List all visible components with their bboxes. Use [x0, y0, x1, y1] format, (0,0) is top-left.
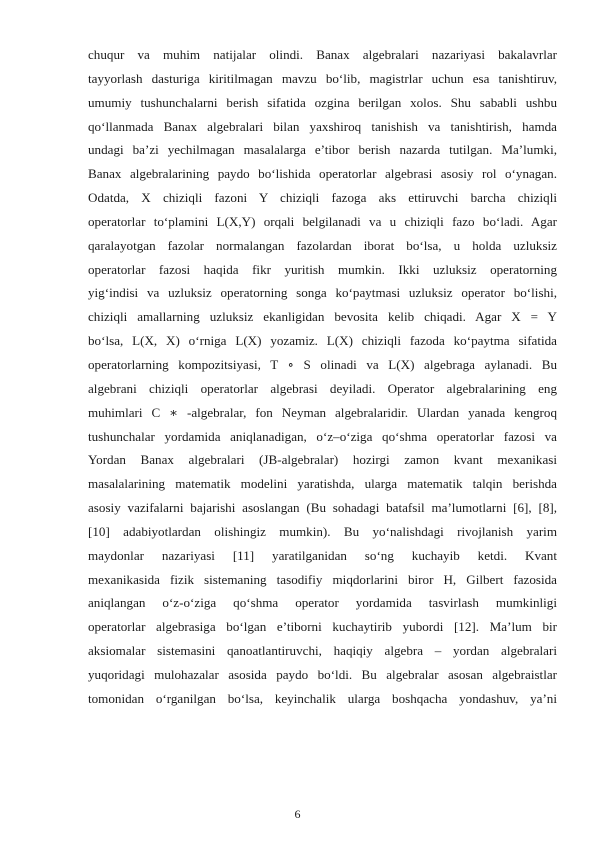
text-line: tushunchalar yordamida aniqlanadigan, o‘z–o‘ziga qo‘shma operatorlar fazosi va: [88, 428, 557, 444]
text-line: bo‘lsa, L(X, X) o‘rniga L(X) yozamiz. L(X) chiziqli fazoda ko‘paytma sifatida: [88, 333, 557, 349]
text-line: yuqoridagi mulohazalar asosida paydo bo‘ldi. Bu algebralar asosan algebraistlar: [88, 666, 557, 682]
document-body: [88, 43, 557, 711]
text-line: [10] adabiyotlardan olishingiz mumkin). Bu yo‘nalishdagi rivojlanish yarim: [88, 523, 557, 539]
text-line: tayyorlash dasturiga kiritilmagan mavzu bo‘lib, magistrlar uchun esa tanishtiruv,: [88, 70, 557, 86]
text-line: algebrani chiziqli operatorlar algebrasi deyiladi. Operator algebralarining eng: [88, 380, 557, 396]
text-line: yig‘indisi va uzluksiz operatorning songa ko‘paytmasi uzluksiz operator bo‘lishi,: [88, 285, 557, 301]
text-line: operatorlarning kompozitsiyasi, T ∘ S olinadi va L(X) algebraga aylanadi. Bu: [88, 356, 557, 372]
text-line: mexanikasida fizik sistemaning tasodifiy miqdorlarini biror H, Gilbert fazosida: [88, 571, 557, 587]
text-line: operatorlar fazosi haqida fikr yuritish mumkin. Ikki uzluksiz operatorning: [88, 261, 557, 277]
text-line: asosiy vazifalarni bajarishi asoslangan (Bu sohadagi batafsil ma’lumotlarni [6], [8],: [88, 500, 557, 516]
text-line: Banax algebralarining paydo bo‘lishida operatorlar algebrasi asosiy rol o‘ynagan.: [88, 166, 557, 182]
text-line: chiziqli amallarning uzluksiz ekanligidan bevosita kelib chiqadi. Agar X = Y: [88, 309, 557, 325]
page-number: 6: [294, 807, 301, 821]
text-line: maydonlar nazariyasi [11] yaratilganidan so‘ng kuchayib ketdi. Kvant: [88, 547, 557, 563]
text-line: Yordan Banax algebralari (JB-algebralar) hozirgi zamon kvant mexanikasi: [88, 452, 557, 468]
text-line: Odatda, X chiziqli fazoni Y chiziqli fazoga aks ettiruvchi barcha chiziqli: [88, 190, 557, 206]
text-line: umumiy tushunchalarni berish sifatida ozgina berilgan xolos. Shu sababli ushbu: [88, 94, 557, 110]
text-line: aksiomalar sistemasini qanoatlantiruvchi, haqiqiy algebra – yordan algebralari: [88, 643, 557, 659]
text-line: qaralayotgan fazolar normalangan fazolardan iborat bo‘lsa, u holda uzluksiz: [88, 237, 557, 253]
text-line: chuqur va muhim natijalar olindi. Banax algebralari nazariyasi bakalavrlar: [88, 47, 557, 62]
text-line: undagi ba’zi yechilmagan masalalarga e’tibor berish nazarda tutilgan. Ma’lumki,: [88, 142, 557, 158]
text-line: qo‘llanmada Banax algebralari bilan yaxshiroq tanishish va tanishtirish, hamda: [88, 118, 557, 134]
text-line: operatorlar to‘plamini L(X,Y) orqali belgilanadi va u chiziqli fazo bo‘ladi. Agar: [88, 213, 557, 229]
text-line: operatorlar algebrasiga bo‘lgan e’tiborni kuchaytirib yubordi [12]. Ma’lum bir: [88, 619, 557, 635]
text-line: muhimlari C ∗ -algebralar, fon Neyman algebralaridir. Ulardan yanada kengroq: [88, 404, 557, 420]
text-line: masalalarining matematik modelini yaratishda, ularga matematik talqin berishda: [88, 476, 557, 492]
text-line: tomonidan o‘rganilgan bo‘lsa, keyinchalik ularga boshqacha yondashuv, ya’ni: [88, 690, 557, 706]
text-line: aniqlangan o‘z-o‘ziga qo‘shma operator yordamida tasvirlash mumkinligi: [88, 595, 557, 611]
